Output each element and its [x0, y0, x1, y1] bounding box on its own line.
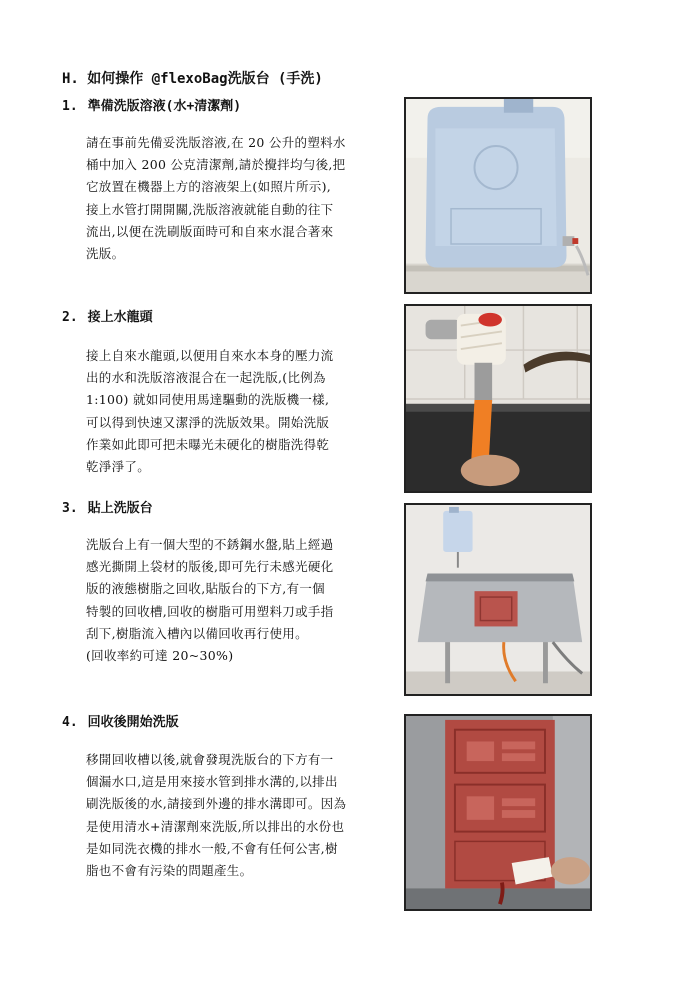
paragraph-line: 1:100) 就如同使用馬達驅動的洗版機一樣, — [86, 392, 330, 408]
section-3-paragraph — [86, 534, 386, 667]
paragraph-line: (回收率約可達 20~30%) — [86, 648, 234, 664]
paragraph-line: 作業如此即可把未曝光未硬化的樹脂洗得乾 — [86, 436, 330, 452]
paragraph-line: 接上自來水龍頭,以便用自來水本身的壓力流 — [86, 348, 334, 363]
section-1-paragraph — [86, 132, 386, 265]
section-2-paragraph — [86, 345, 386, 478]
paragraph-line: 個漏水口,這是用來接水管到排水溝的,以排出 — [86, 774, 338, 790]
section-3-title-text: 貼上洗版台 — [87, 501, 153, 516]
page-heading: H. 如何操作 @flexoBag洗版台 (手洗) — [62, 71, 323, 87]
section-4-number: 4. — [62, 715, 78, 730]
paragraph-line: 桶中加入 200 公克清潔劑,請於攪拌均勻後,把 — [86, 157, 346, 173]
paragraph-line: 版的液態樹脂之回收,貼版台的下方,有一個 — [86, 581, 325, 597]
paragraph-line: 乾淨淨了。 — [86, 459, 151, 475]
paragraph-line: 洗版。 — [86, 246, 125, 262]
paragraph-line: 可以得到快速又潔淨的洗版效果。開始洗版 — [86, 414, 330, 430]
section-1-title — [62, 95, 241, 114]
section-4-title-text: 回收後開始洗版 — [87, 715, 179, 730]
paragraph-line: 是使用清水+清潔劑來洗版,所以排出的水份也 — [86, 818, 345, 834]
section-4-title — [62, 711, 179, 730]
section-3-number: 3. — [62, 501, 78, 516]
photo-washing-table — [404, 503, 592, 696]
photo-resin-plate — [404, 714, 592, 911]
paragraph-line: 刮下,樹脂流入槽內以備回收再行使用。 — [86, 625, 308, 641]
paragraph-line: 接上水管打開開關,洗版溶液就能自動的往下 — [86, 201, 334, 217]
section-2-title-text: 接上水龍頭 — [87, 310, 153, 325]
section-2-number: 2. — [62, 310, 78, 325]
paragraph-line: 流出,以便在洗刷版面時可和自來水混合著來 — [86, 223, 334, 239]
paragraph-line: 感光撕開上袋材的版後,即可先行未感光硬化 — [86, 559, 334, 575]
paragraph-line: 脂也不會有污染的問題產生。 — [86, 863, 253, 879]
paragraph-line: 是如同洗衣機的排水一般,不會有任何公害,樹 — [86, 840, 338, 856]
section-4-paragraph — [86, 749, 386, 882]
paragraph-line: 刷洗版後的水,請接到外邊的排水溝即可。因為 — [86, 796, 347, 812]
paragraph-line: 它放置在機器上方的溶液架上(如照片所示), — [86, 179, 332, 195]
section-1-number: 1. — [62, 99, 78, 114]
section-1-title-text: 準備洗版溶液(水+清潔劑) — [87, 99, 242, 114]
section-3-title — [62, 497, 153, 516]
paragraph-line: 請在事前先備妥洗版溶液,在 20 公升的塑料水 — [86, 135, 346, 150]
section-2-title — [62, 306, 153, 325]
photo-solution-container — [404, 97, 592, 294]
photo-water-faucet — [404, 304, 592, 493]
paragraph-line: 特製的回收槽,回收的樹脂可用塑料刀或手指 — [86, 603, 334, 619]
paragraph-line: 洗版台上有一個大型的不銹鋼水盤,貼上經過 — [86, 537, 334, 552]
paragraph-line: 出的水和洗版溶液混合在一起洗版,(比例為 — [86, 370, 326, 386]
paragraph-line: 移開回收槽以後,就會發現洗版台的下方有一 — [86, 752, 334, 767]
